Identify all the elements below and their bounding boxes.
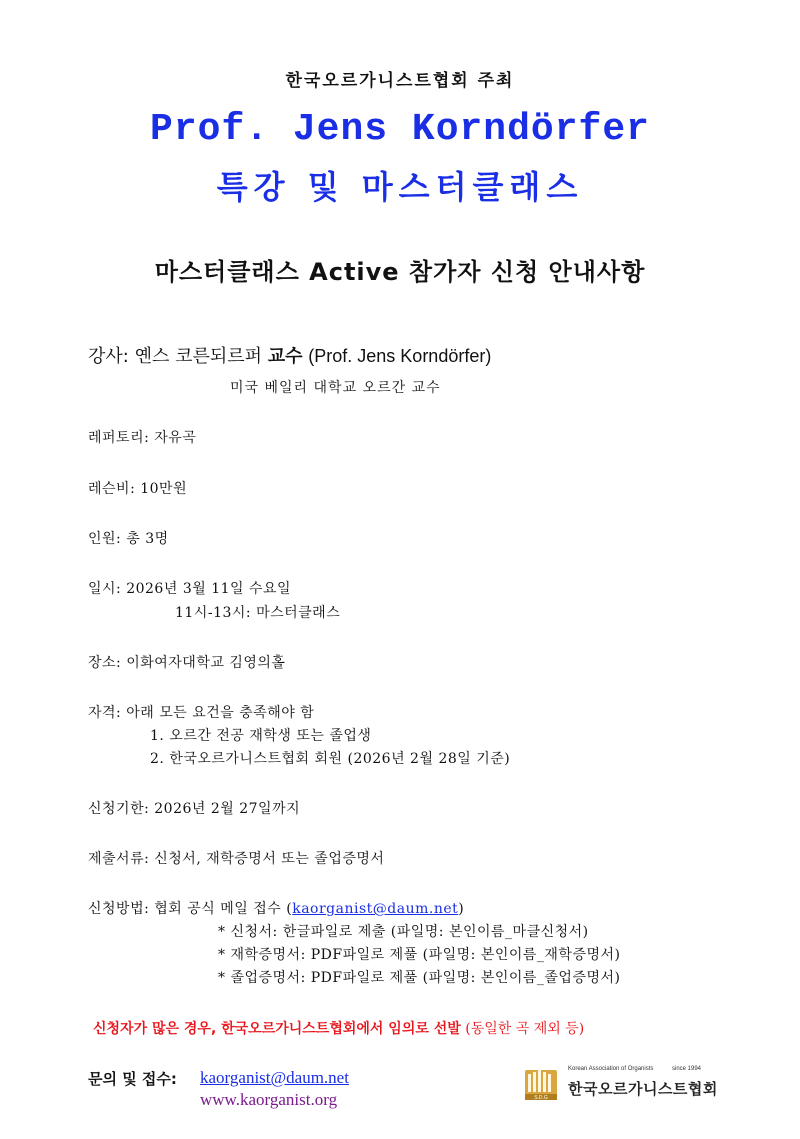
- subtitle: 마스터클래스 Active 참가자 신청 안내사항: [154, 258, 646, 286]
- bullet-enrollment-cert: * 재학증명서: PDF파일로 제풀 (파일명: 본인이름_재학증명서): [218, 947, 621, 963]
- instructor-line: [88, 342, 491, 368]
- method-line: [88, 898, 464, 918]
- time-line: 11시-13시: 마스터클래스: [175, 605, 341, 621]
- contact-email-link[interactable]: kaorganist@daum.net: [200, 1068, 349, 1087]
- notice-paren: (동일한 곡 제외 등): [465, 1021, 585, 1037]
- title-korean: 특강 및 마스터클래스: [216, 168, 584, 206]
- qualification-line: 자격: 아래 모든 요건을 충족해야 함: [88, 705, 315, 721]
- organ-pipes-icon: [522, 1066, 560, 1104]
- method-prefix: 신청방법: 협회 공식 메일 접수 (: [88, 901, 293, 917]
- logo-since: since 1994: [672, 1066, 702, 1072]
- deadline-line: 신청기한: 2026년 2월 27일까지: [88, 801, 301, 817]
- logo-mark-text: S.D.G: [534, 1095, 548, 1101]
- repertoire-line: 레퍼토리: 자유곡: [88, 430, 197, 446]
- instructor-name-ko: 옌스 코른되르퍼: [134, 346, 263, 367]
- bullet-graduation-cert: * 졸업증명서: PDF파일로 제풀 (파일명: 본인이름_졸업증명서): [218, 970, 621, 986]
- qualification-item-1: 1. 오르간 전공 재학생 또는 졸업생: [150, 728, 372, 744]
- instructor-name-en: (Prof. Jens Korndörfer): [308, 346, 492, 366]
- instructor-label: 강사:: [88, 346, 129, 367]
- capacity-line: 인원: 총 3명: [88, 531, 169, 547]
- logo-english: Korean Association of Organists: [568, 1066, 654, 1072]
- method-email-link[interactable]: kaorganist@daum.net: [292, 901, 459, 917]
- fee-line: 레슨비: 10만원: [88, 481, 188, 497]
- contact-label: 문의 및 접수:: [88, 1070, 177, 1088]
- instructor-title: 교수: [267, 346, 303, 367]
- qualification-item-2: 2. 한국오르가니스트협회 회원 (2026년 2월 28일 기준): [150, 751, 511, 767]
- title-english: Prof. Jens Korndörfer: [150, 108, 650, 151]
- organizer-line: 한국오르가니스트협회 주최: [285, 71, 515, 91]
- logo-name: 한국오르가니스트협회: [568, 1080, 718, 1098]
- venue-line: 장소: 이화여자대학교 김영의홀: [88, 655, 286, 671]
- bullet-application-form: * 신청서: 한글파일로 제출 (파일명: 본인이름_마클신청서): [218, 924, 589, 940]
- selection-notice: [93, 1018, 584, 1038]
- documents-line: 제출서류: 신청서, 재학증명서 또는 졸업증명서: [88, 851, 385, 867]
- association-logo: [522, 1064, 718, 1108]
- instructor-affiliation: 미국 베일리 대학교 오르간 교수: [230, 380, 441, 396]
- method-suffix: ): [458, 901, 465, 917]
- date-line: 일시: 2026년 3월 11일 수요일: [88, 581, 292, 597]
- website-link[interactable]: www.kaorganist.org: [200, 1090, 338, 1109]
- notice-bold: 신청자가 많은 경우, 한국오르가니스트협회에서 임의로 선발: [93, 1021, 461, 1037]
